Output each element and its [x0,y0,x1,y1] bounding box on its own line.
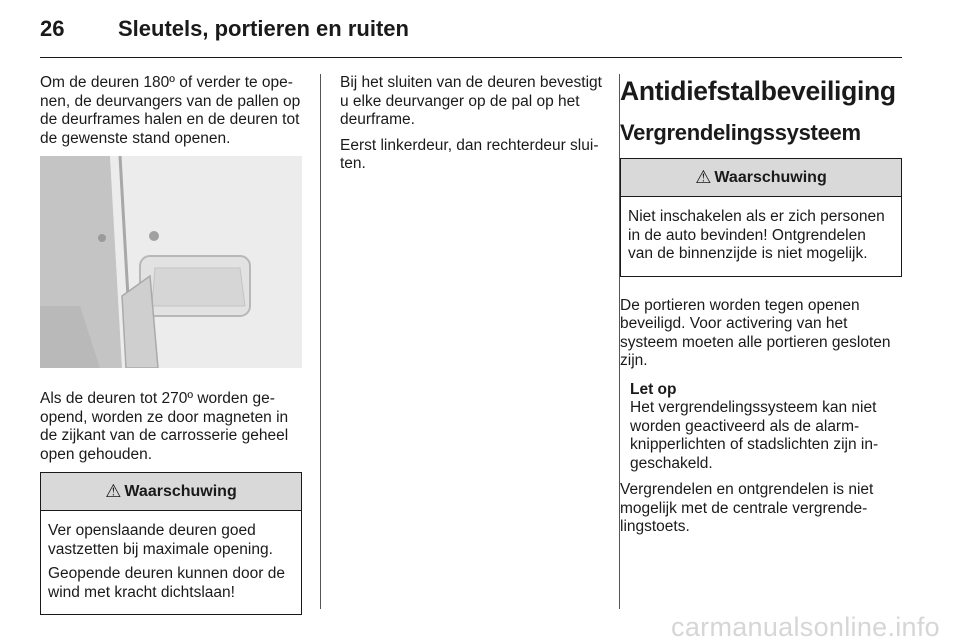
page-number: 26 [40,16,65,41]
column-left [40,74,302,615]
paragraph-open-270: Als de deuren tot 270º worden geopend, worden ze door magneten in de zijkant van de carrosserie geheel open gehouden. [40,390,289,463]
section-title: Antidiefstalbeveiliging [620,76,896,106]
warning-text-1: Niet inschakelen als er zich personen in de auto bevinden! Ontgrendelen van de binnenzijde is niet mogelijk. [628,208,885,262]
warning-text-1: Ver openslaande deuren goed vastzetten bij maximale opening. [48,522,273,558]
header-rule [40,57,902,58]
warning-body [41,511,301,614]
warning-box-doors [40,472,302,615]
paragraph-open-180: Om de deuren 180º of verder te openen, de deurvangers van de pallen op de deurframes halen en de deuren tot de gewenste stand openen. [40,74,301,147]
paragraph-order: Eerst linkerdeur, dan rechterdeur sluiten. [340,136,599,172]
paragraph-closing: Bij het sluiten van de deuren bevestigt u elke deurvanger op de pal op het deurframe. [340,74,602,128]
warning-header [41,473,301,511]
page-header [40,14,409,44]
warning-title: Waarschuwing [714,168,827,186]
paragraph-central-lock: Vergrendelen en ontgrendelen is niet mogelijk met de centrale vergrendelingstoets. [620,481,874,535]
warning-body [621,197,901,276]
warning-header [621,159,901,197]
warning-triangle-icon: ⚠ [105,481,122,501]
column-right [620,74,902,544]
door-catch-photo [40,156,302,368]
page-title: Sleutels, portieren en ruiten [118,16,409,41]
note-text: Het vergrendelingssysteem kan niet worden geactiveerd als de alarmknipperlichten of stadslichten zijn ingeschakeld. [630,399,879,472]
column-divider-1 [320,74,321,609]
column-middle [340,74,604,181]
note-label: Let op [630,380,677,398]
subsection-title: Vergrendelingssysteem [620,120,861,145]
warning-title: Waarschuwing [124,482,237,500]
warning-box-locking [620,158,902,277]
warning-text-2: Geopende deuren kunnen door de wind met kracht dichtslaan! [48,565,286,601]
paragraph-locking: De portieren worden tegen openen beveiligd. Voor activering van het systeem moeten alle portieren gesloten zijn. [620,296,891,369]
watermark: carmanualsonline.info [671,612,940,642]
warning-triangle-icon: ⚠ [695,167,712,187]
note-block [620,381,902,474]
